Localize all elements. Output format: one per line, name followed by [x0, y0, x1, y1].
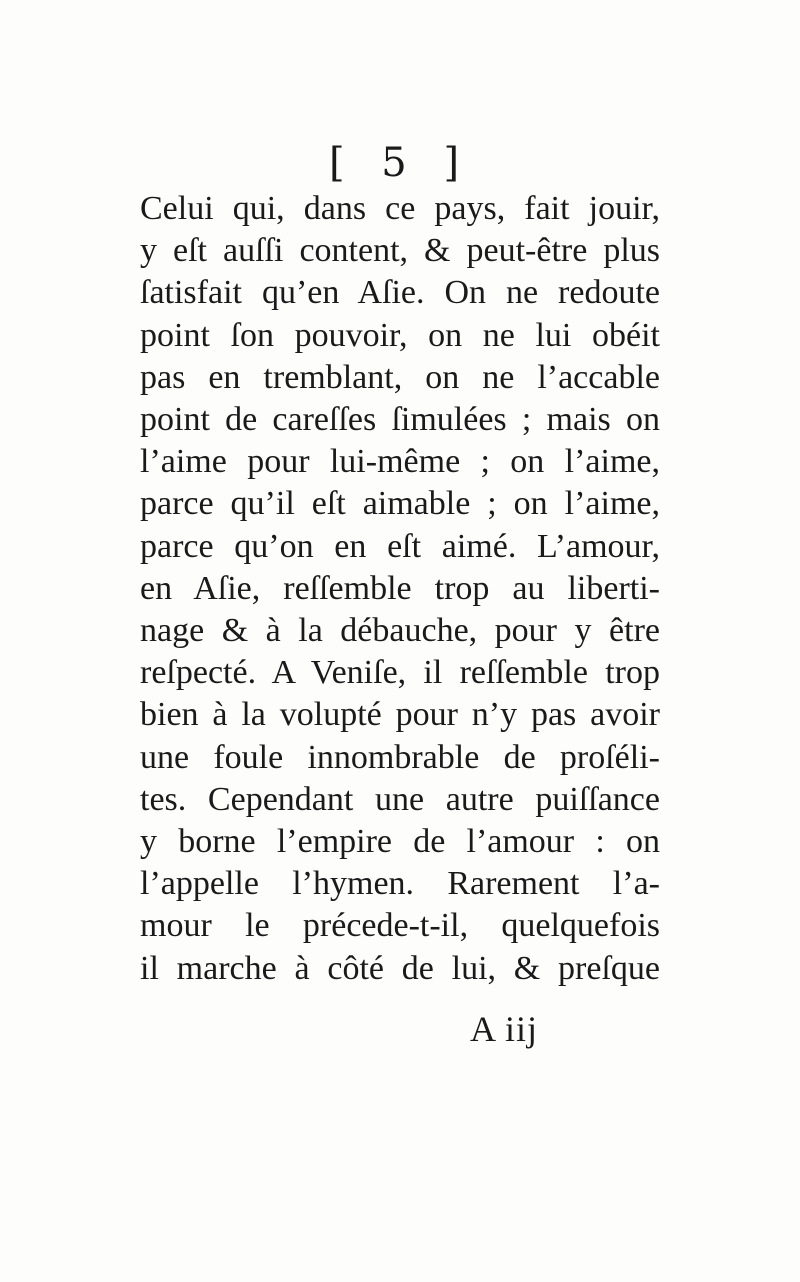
body-text	[140, 188, 660, 990]
text-line-12: reſpecté. A Veniſe, il reſſemble trop	[140, 654, 660, 692]
text-line-16: y borne l’empire de l’amour : on	[140, 823, 660, 861]
text-line-7: l’aime pour lui-même ; on l’aime,	[140, 443, 660, 481]
text-line-8: parce qu’il eſt aimable ; on l’aime,	[140, 485, 660, 523]
text-line-18: mour le précede-t-il, quelquefois	[140, 907, 660, 945]
page-number-header: [ 5 ]	[328, 140, 472, 186]
text-line-2: y eſt auſſi content, & peut-être plus	[140, 232, 660, 270]
text-line-9: parce qu’on en eſt aimé. L’amour,	[140, 527, 660, 565]
text-line-10: en Aſie, reſſemble trop au liberti-	[140, 569, 660, 607]
text-line-4: point ſon pouvoir, on ne lui obéit	[140, 316, 660, 354]
text-line-5: pas en tremblant, on ne l’accable	[140, 358, 660, 396]
text-line-3: ſatisfait qu’en Aſie. On ne redoute	[140, 274, 660, 312]
text-line-17: l’appelle l’hymen. Rarement l’a-	[140, 865, 660, 903]
text-line-11: nage & à la débauche, pour y être	[140, 612, 660, 650]
text-line-13: bien à la volupté pour n’y pas avoir	[140, 696, 660, 734]
text-line-15: tes. Cependant une autre puiſſance	[140, 780, 660, 818]
text-line-6: point de careſſes ſimulées ; mais on	[140, 401, 660, 439]
signature-mark: A iij	[470, 1009, 539, 1049]
text-line-19: il marche à côté de lui, & preſque	[140, 949, 660, 987]
text-line-14: une foule innombrable de proſéli-	[140, 738, 660, 776]
text-line-1: Celui qui, dans ce pays, fait jouir,	[140, 190, 660, 227]
